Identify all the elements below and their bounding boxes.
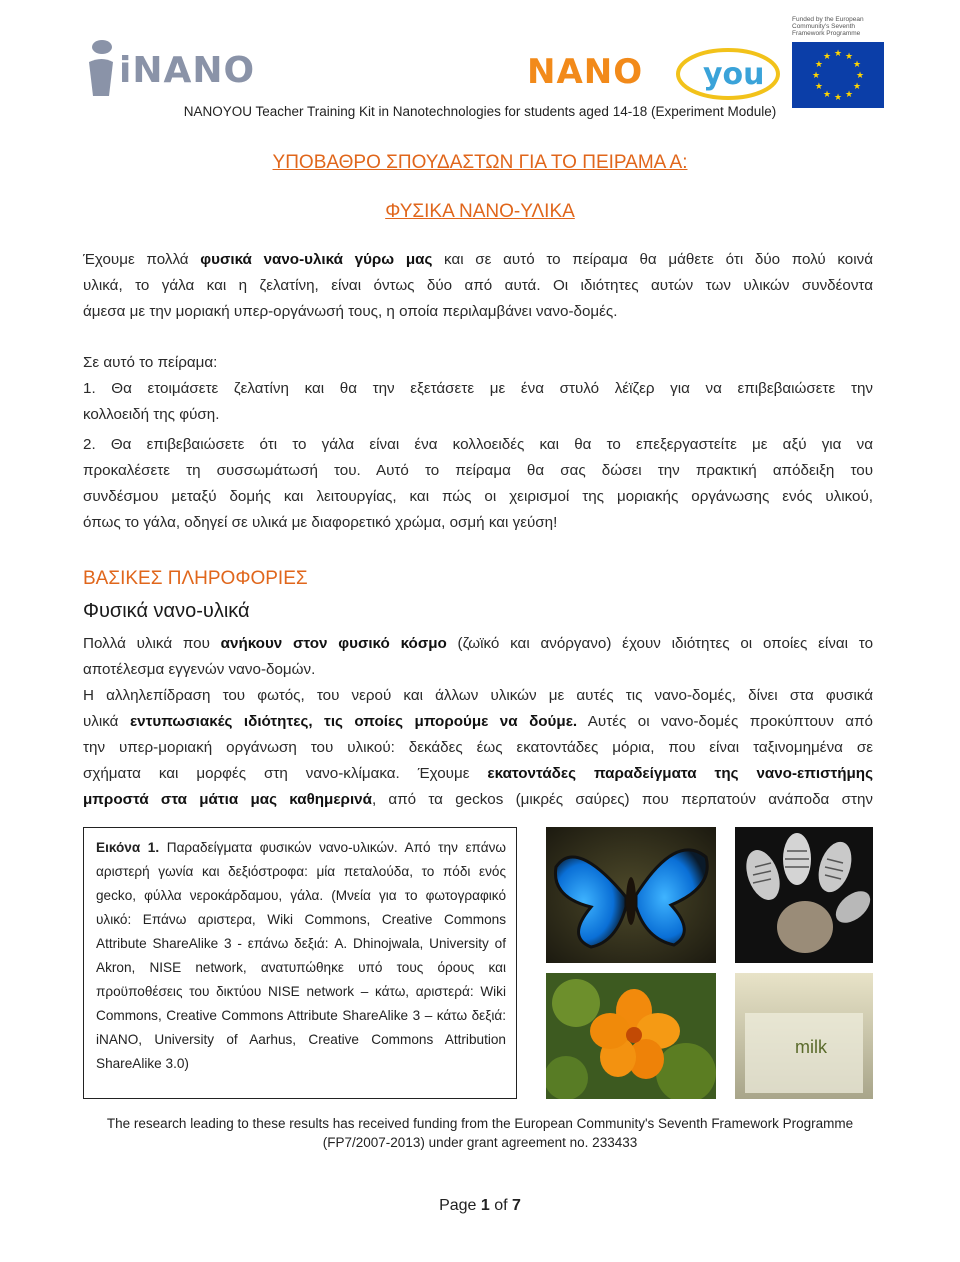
nanoyou-logo: [527, 48, 782, 96]
eu-star: ★: [814, 59, 823, 69]
intro-line-2: υλικά, το γάλα και η ζελατίνη, είναι όντως δύο από αυτά. Οι ιδιότητες αυτών των υλικών συνδέοντα: [83, 277, 873, 294]
page-subtitle: ΦΥΣΙΚΑ ΝΑΝΟ-ΥΛΙΚΑ: [385, 201, 575, 222]
figure-caption-text: [96, 836, 506, 1076]
eu-star: ★: [833, 48, 843, 58]
nanoyou-logo-you: you: [703, 57, 765, 92]
inano-logo-text: iNANO: [119, 50, 256, 91]
section-subheading: Φυσικά νανο-υλικά: [83, 600, 250, 622]
basics-p2-line-2: [83, 709, 873, 735]
text-run: σχήματα και μορφές στη νανο-κλίμακα. Έχουμε: [83, 765, 488, 782]
eu-star: ★: [833, 92, 843, 102]
gecko-foot-photo: [735, 827, 873, 963]
nanoyou-logo-text: NANO: [527, 52, 644, 92]
basics-p2-line-1: Η αλληλεπίδραση του φωτός, του νερού και άλλων υλικών με αυτές τις νανο-δομές, δίνει στα φυσικά: [83, 687, 873, 704]
figure-caption-box: [83, 827, 517, 1099]
basics-p2-line-3: την υπερ-μοριακή οργάνωση του υλικού: δεκάδες έως εκατοντάδες μόρια, που είναι ταξινομημένα σε: [83, 739, 873, 756]
intro-line-1: [83, 247, 873, 273]
eu-stars: [792, 42, 884, 108]
eu-star: ★: [844, 50, 854, 61]
eu-star: ★: [822, 50, 832, 61]
basics-p1-line-1: [83, 631, 873, 657]
inano-logo-mark: [83, 38, 121, 98]
eu-funding-logo: [792, 16, 884, 108]
funding-note-line-1: The research leading to these results has received funding from the European Community's Seventh Framework Programme: [106, 1116, 854, 1131]
text-run: υλικά: [83, 713, 130, 730]
text-run-bold: μπροστά στα μάτια μας καθημερινά: [83, 791, 372, 808]
text-run: Έχουμε πολλά: [83, 251, 201, 268]
milk-photo: [735, 973, 873, 1099]
experiment-item-2-line-3: συνδέσμου μεταξύ δομής και λειτουργίας, και πώς οι χειρισμοί της μοριακής οργάνωσης ενός υλικού,: [83, 488, 873, 505]
intro-line-3: άμεσα με την μοριακή υπερ-οργάνωσή τους, η οποία περιλαμβάνει νανο-δομές.: [83, 303, 618, 320]
experiment-item-2-line-4: όπως το γάλα, οδηγεί σε υλικά με διαφορετικό χρώμα, οσμή και γεύση!: [83, 514, 558, 531]
eu-flag: [792, 42, 884, 108]
section-heading: ΒΑΣΙΚΕΣ ΠΛΗΡΟΦΟΡΙΕΣ: [83, 568, 308, 589]
eu-star: ★: [855, 70, 865, 80]
text-run: Πολλά υλικά που: [83, 635, 221, 652]
text-run: , από τα geckos (μικρές σαύρες) που περπατούν ανάποδα στην: [371, 791, 873, 808]
figure-caption-body: Παραδείγματα φυσικών νανο-υλικών. Από την επάνω αριστερή γωνία και δεξιόστροφα: μία πεταλούδα, το πόδι ενός gecko, φύλλα νεροκάρδαμου, γάλα. (Μνεία για το φωτογραφικό υλικό: Επάνω αριστερα, Wiki Commons, Creative Commons Attribute ShareAlike 3 - επάνω δεξιά: A. Dhinojwala, University of Akron, NISE network, ανατυπώθηκε υπό τους όρους και προϋποθέσεις του δικτύου NISE network – κάτω, αριστερά: Wiki Commons, Creative Commons Attribute ShareAlike 3 – κάτω δεξιά: iNANO, University of Aarhus, Creative Commons Attribution ShareAlike 3.0): [96, 840, 506, 1071]
eu-star: ★: [844, 89, 854, 100]
text-run-bold: εντυπωσιακές ιδιότητες, τις οποίες μπορούμε να δούμε.: [129, 713, 578, 730]
experiment-item-1-line-2: κολλοειδή της φύση.: [83, 406, 220, 423]
flower-photo: [546, 973, 716, 1099]
text-run: (ζωϊκό και ανόργανο) έχουν ιδιότητες οι οποίες είναι το: [446, 635, 874, 652]
text-run-bold: φυσικά νανο-υλικά γύρω μας: [200, 251, 433, 268]
page-number-total: 7: [512, 1197, 521, 1214]
eu-funding-text: Funded by the European Community's Seventh Framework Programme: [792, 16, 864, 37]
page-number-of: of: [489, 1197, 513, 1214]
experiment-item-1-line-1: 1. Θα ετοιμάσετε ζελατίνη και θα την εξετάσετε με ένα στυλό λέϊζερ για να επιβεβαιώσετε την: [83, 380, 873, 397]
experiment-item-2-line-2: προκαλέσετε τη συσσωμάτωσή του. Αυτό το πείραμα θα σας δώσει την πρακτική απόδειξη του: [83, 462, 873, 479]
page-number-current: 1: [480, 1197, 490, 1214]
butterfly-photo: [546, 827, 716, 963]
eu-star: ★: [811, 70, 821, 80]
basics-p2-line-4: [83, 761, 873, 787]
text-run: Αυτές οι νανο-δομές προκύπτουν από: [577, 713, 874, 730]
text-run: και σε αυτό το πείραμα θα μάθετε ότι δύο πολύ κοινά: [432, 251, 874, 268]
basics-p2-line-5: [83, 787, 873, 813]
inano-logo: [83, 38, 256, 98]
figure-caption-label: Εικόνα 1.: [96, 840, 160, 855]
eu-star: ★: [822, 89, 832, 100]
page-title: ΥΠΟΒΑΘΡΟ ΣΠΟΥΔΑΣΤΩΝ ΓΙΑ ΤΟ ΠΕΙΡΑΜΑ Α:: [272, 152, 688, 173]
experiment-item-2-line-1: 2. Θα επιβεβαιώσετε ότι το γάλα είναι ένα κολλοειδές και θα το επεξεργαστείτε με αξύ για να: [83, 436, 873, 453]
milk-label: milk: [795, 1037, 827, 1057]
page-number-prefix: Page: [439, 1197, 481, 1214]
page-number: [0, 1197, 960, 1215]
text-run-bold: εκατοντάδες παραδείγματα της νανο-επιστήμης: [487, 765, 873, 782]
funding-note-line-2: (FP7/2007-2013) under grant agreement no. 233433: [322, 1135, 638, 1150]
eu-star: ★: [853, 59, 862, 69]
eu-star: ★: [853, 81, 862, 91]
basics-p1-line-2: αποτέλεσμα εγγενών νανο-δομών.: [83, 661, 316, 678]
nanoyou-logo-globe: [673, 44, 783, 100]
text-run-bold: ανήκουν στον φυσικό κόσμο: [220, 635, 447, 652]
kit-subtitle: NANOYOU Teacher Training Kit in Nanotechnologies for students aged 14-18 (Experiment Module): [183, 104, 777, 119]
experiment-lead: Σε αυτό το πείραμα:: [83, 354, 218, 371]
eu-star: ★: [814, 81, 823, 91]
